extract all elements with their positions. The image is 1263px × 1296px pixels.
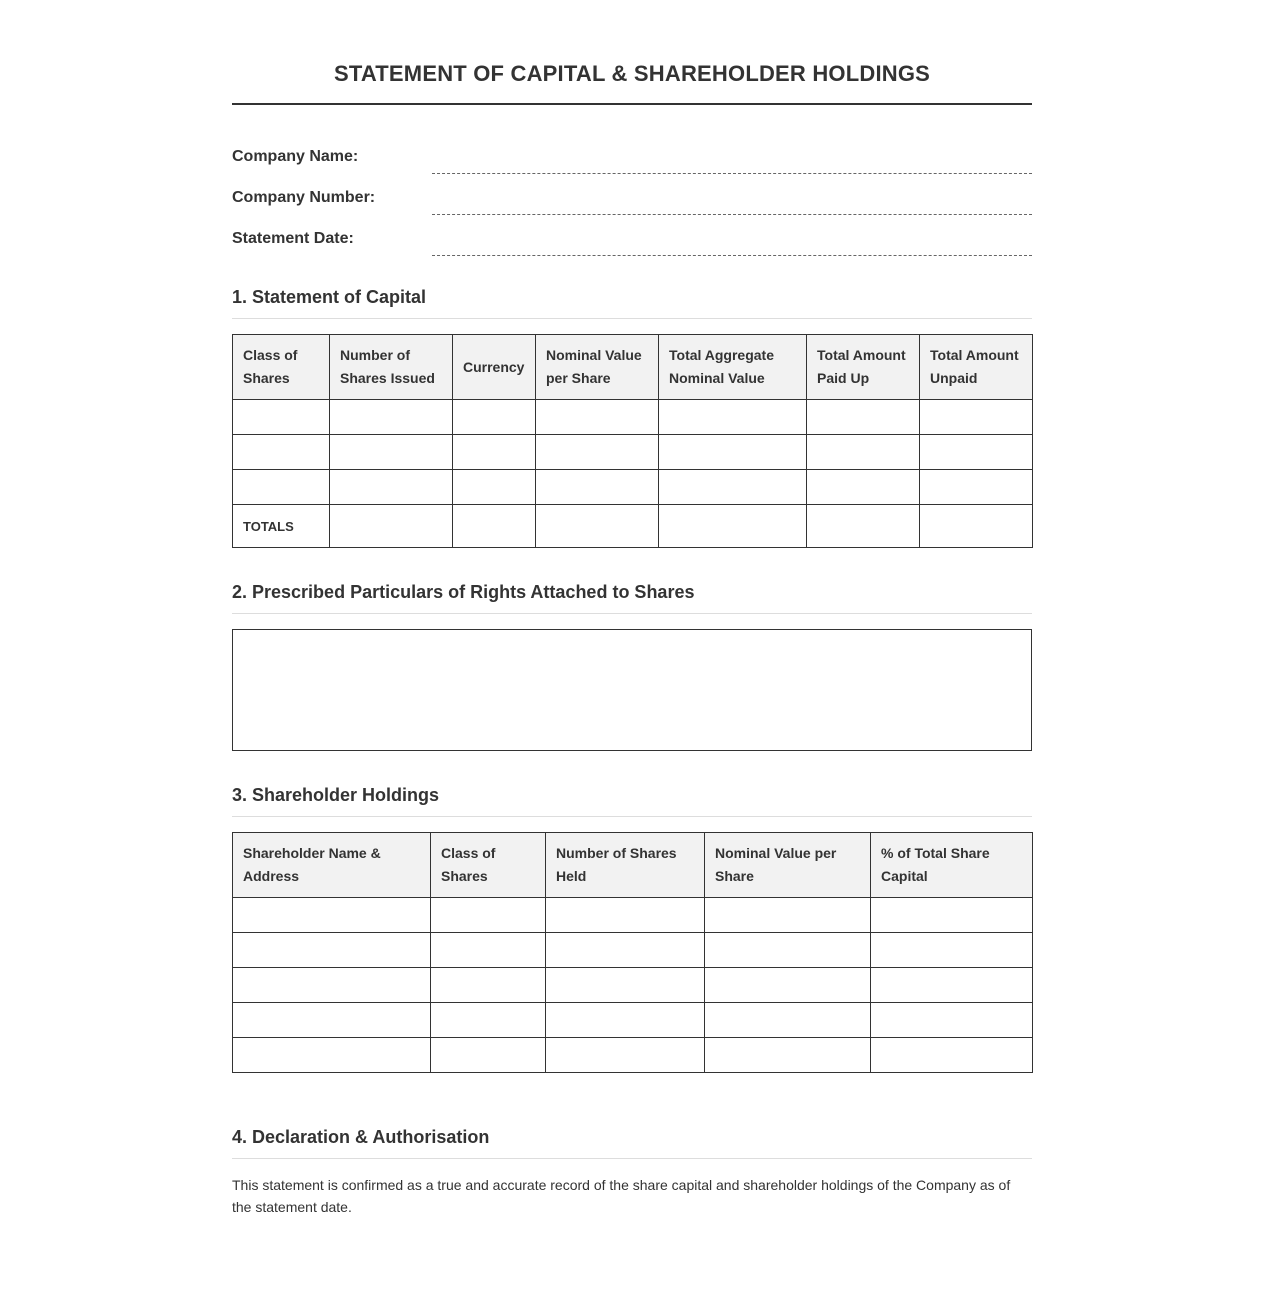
table-cell[interactable] — [807, 470, 920, 505]
table-cell[interactable] — [233, 933, 431, 968]
table-cell[interactable] — [871, 1038, 1033, 1073]
table-cell[interactable] — [659, 505, 807, 548]
table-cell[interactable] — [705, 1003, 871, 1038]
capital-table-header — [233, 335, 1033, 400]
table-cell[interactable] — [920, 400, 1033, 435]
table-cell[interactable] — [330, 435, 453, 470]
header-nominal-value-per-share: Nominal Value per Share — [705, 833, 871, 898]
table-cell[interactable] — [233, 1003, 431, 1038]
company-number-field[interactable] — [432, 194, 1032, 215]
table-cell[interactable] — [871, 898, 1033, 933]
section-shareholder-holdings — [232, 784, 1032, 1073]
table-row — [233, 400, 1033, 435]
table-row — [233, 1038, 1033, 1073]
table-cell[interactable] — [431, 898, 546, 933]
table-row — [233, 933, 1033, 968]
section-3-title: 3. Shareholder Holdings — [232, 784, 1032, 817]
table-cell[interactable] — [233, 968, 431, 1003]
header-class-of-shares: Class of Shares — [233, 335, 330, 400]
table-cell[interactable] — [920, 470, 1033, 505]
section-statement-of-capital — [232, 286, 1032, 548]
table-cell[interactable] — [233, 898, 431, 933]
table-cell[interactable] — [453, 435, 536, 470]
header-number-of-shares-held: Number of Shares Held — [546, 833, 705, 898]
table-cell[interactable] — [705, 968, 871, 1003]
company-number-label: Company Number: — [232, 189, 376, 206]
table-cell[interactable] — [871, 968, 1033, 1003]
table-cell[interactable] — [233, 400, 330, 435]
table-cell[interactable] — [431, 1038, 546, 1073]
table-cell[interactable] — [233, 470, 330, 505]
header-nominal-value-per-share: Nominal Value per Share — [536, 335, 659, 400]
header-number-of-shares-issued: Number of Shares Issued — [330, 335, 453, 400]
statement-date-label: Statement Date: — [232, 230, 354, 247]
table-cell[interactable] — [546, 968, 705, 1003]
table-row — [233, 968, 1033, 1003]
table-cell[interactable] — [431, 933, 546, 968]
table-cell[interactable] — [546, 1003, 705, 1038]
header-total-aggregate-nominal-value: Total Aggregate Nominal Value — [659, 335, 807, 400]
table-cell[interactable] — [546, 898, 705, 933]
document-page — [232, 0, 1032, 1218]
table-cell[interactable] — [659, 435, 807, 470]
header-total-amount-paid-up: Total Amount Paid Up — [807, 335, 920, 400]
table-cell[interactable] — [431, 968, 546, 1003]
header-class-of-shares: Class of Shares — [431, 833, 546, 898]
table-cell[interactable] — [659, 400, 807, 435]
section-2-title: 2. Prescribed Particulars of Rights Attached to Shares — [232, 581, 1032, 614]
rights-text-area[interactable] — [232, 629, 1032, 751]
totals-label: TOTALS — [233, 505, 330, 548]
table-cell[interactable] — [705, 898, 871, 933]
table-cell[interactable] — [807, 435, 920, 470]
table-cell[interactable] — [705, 1038, 871, 1073]
table-cell[interactable] — [536, 505, 659, 548]
table-cell[interactable] — [536, 470, 659, 505]
company-name-label: Company Name: — [232, 148, 359, 165]
table-row — [233, 435, 1033, 470]
company-details — [232, 130, 1032, 253]
company-name-field[interactable] — [432, 153, 1032, 174]
table-cell[interactable] — [705, 933, 871, 968]
header-shareholder-name-address: Shareholder Name & Address — [233, 833, 431, 898]
table-cell[interactable] — [536, 435, 659, 470]
header-total-amount-unpaid: Total Amount Unpaid — [920, 335, 1033, 400]
table-row — [233, 470, 1033, 505]
section-declaration — [232, 1126, 1032, 1218]
table-cell[interactable] — [330, 400, 453, 435]
table-cell[interactable] — [659, 470, 807, 505]
company-number-row — [232, 171, 1032, 212]
company-name-row — [232, 130, 1032, 171]
table-row — [233, 898, 1033, 933]
declaration-text: This statement is confirmed as a true and accurate record of the share capital and shareholder holdings of the Company as of the statement date. — [232, 1177, 1011, 1215]
section-4-title: 4. Declaration & Authorisation — [232, 1126, 1032, 1159]
holdings-table-header — [233, 833, 1033, 898]
table-cell[interactable] — [431, 1003, 546, 1038]
table-cell[interactable] — [807, 505, 920, 548]
header-percent-total-share-capital: % of Total Share Capital — [871, 833, 1033, 898]
table-cell[interactable] — [453, 400, 536, 435]
table-cell[interactable] — [330, 505, 453, 548]
table-cell[interactable] — [920, 505, 1033, 548]
section-prescribed-particulars — [232, 581, 1032, 751]
table-cell[interactable] — [330, 470, 453, 505]
table-cell[interactable] — [920, 435, 1033, 470]
table-cell[interactable] — [871, 933, 1033, 968]
holdings-table — [232, 832, 1033, 1073]
totals-row — [233, 505, 1033, 548]
table-cell[interactable] — [453, 470, 536, 505]
table-cell[interactable] — [546, 933, 705, 968]
table-cell[interactable] — [233, 1038, 431, 1073]
table-cell[interactable] — [453, 505, 536, 548]
table-row — [233, 1003, 1033, 1038]
statement-date-field[interactable] — [432, 235, 1032, 256]
table-cell[interactable] — [871, 1003, 1033, 1038]
table-cell[interactable] — [807, 400, 920, 435]
table-cell[interactable] — [233, 435, 330, 470]
capital-table — [232, 334, 1033, 548]
table-cell[interactable] — [546, 1038, 705, 1073]
header-currency: Currency — [453, 335, 536, 400]
table-cell[interactable] — [536, 400, 659, 435]
document-title: STATEMENT OF CAPITAL & SHAREHOLDER HOLDINGS — [232, 60, 1032, 105]
section-1-title: 1. Statement of Capital — [232, 286, 1032, 319]
statement-date-row — [232, 212, 1032, 253]
